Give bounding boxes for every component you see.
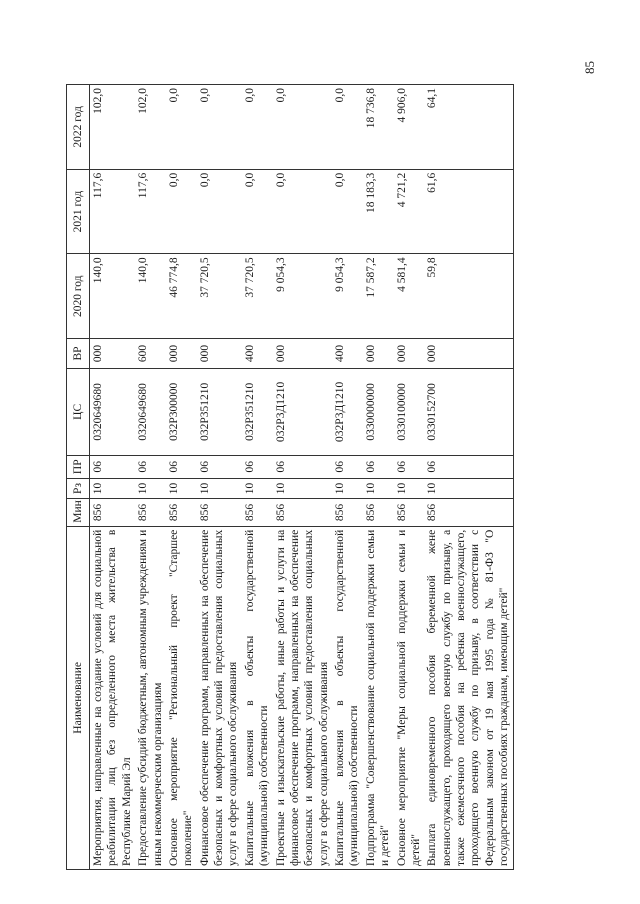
cell-2021: 0,0: [273, 169, 333, 254]
cell-cs: 0330000000: [363, 368, 394, 455]
cell-pr: 06: [424, 455, 513, 478]
cell-rz: 10: [166, 478, 197, 499]
cell-2022: 0,0: [197, 85, 242, 170]
header-2022: 2022 год: [67, 85, 90, 170]
cell-name: Выплата единовременного пособия беременной жене военнослужащего, проходящего военную службу по призыву, а также ежемесячного пособия на ребенка военнослужащего, проходящего военную службу по призыву, в соответствии с Федеральным законом от 19 мая 1995 года № 81-ФЗ "О государственных пособиях гражданам, имеющим детей": [424, 526, 513, 869]
cell-min: 856: [424, 499, 513, 526]
cell-rz: 10: [394, 478, 425, 499]
cell-pr: 06: [273, 455, 333, 478]
cell-name: Капитальные вложения в объекты государственной (муниципальной) собственности: [242, 526, 273, 869]
cell-2022: 64,1: [424, 85, 513, 170]
cell-2020: 37 720,5: [197, 254, 242, 339]
table-row: [242, 85, 273, 870]
header-name: Наименование: [67, 526, 90, 869]
cell-rz: 10: [90, 478, 136, 499]
header-2020: 2020 год: [67, 254, 90, 339]
table-row: [332, 85, 363, 870]
table-row: [363, 85, 394, 870]
cell-2021: 4 721,2: [394, 169, 425, 254]
cell-name: Основное мероприятие "Меры социальной поддержки семьи и детей": [394, 526, 425, 869]
cell-2020: 37 720,5: [242, 254, 273, 339]
cell-2020: 4 581,4: [394, 254, 425, 339]
table-row: [424, 85, 513, 870]
cell-name: Финансовое обеспечение программ, направленных на обеспечение безопасных и комфортных условий предоставления социальных услуг в сфере социального обслуживания: [197, 526, 242, 869]
cell-name: Основное мероприятие "Региональный проект "Старшее поколение": [166, 526, 197, 869]
table-row: [90, 85, 136, 870]
cell-2021: 117,6: [90, 169, 136, 254]
page-number: 85: [582, 61, 597, 74]
cell-pr: 06: [166, 455, 197, 478]
cell-min: 856: [363, 499, 394, 526]
table-row: [166, 85, 197, 870]
cell-min: 856: [197, 499, 242, 526]
header-cs: ЦС: [67, 368, 90, 455]
cell-2021: 0,0: [166, 169, 197, 254]
budget-table: [66, 84, 514, 870]
cell-name: Предоставление субсидий бюджетным, автономным учреждениям и иным некоммерческим организациям: [135, 526, 166, 869]
table-header-row: [67, 85, 90, 870]
header-2021: 2021 год: [67, 169, 90, 254]
cell-rz: 10: [197, 478, 242, 499]
header-min: Мин: [67, 499, 90, 526]
cell-cs: 032P351210: [242, 368, 273, 455]
cell-2022: 0,0: [242, 85, 273, 170]
cell-2022: 18 736,8: [363, 85, 394, 170]
cell-vr: 000: [363, 339, 394, 369]
cell-2022: 102,0: [135, 85, 166, 170]
cell-rz: 10: [424, 478, 513, 499]
cell-2021: 0,0: [242, 169, 273, 254]
cell-vr: 000: [90, 339, 136, 369]
cell-cs: 0320649680: [90, 368, 136, 455]
cell-cs: 0320649680: [135, 368, 166, 455]
cell-pr: 06: [332, 455, 363, 478]
cell-2022: 102,0: [90, 85, 136, 170]
table-row: [394, 85, 425, 870]
cell-2020: 59,8: [424, 254, 513, 339]
cell-2020: 9 054,3: [273, 254, 333, 339]
table-row: [135, 85, 166, 870]
cell-rz: 10: [363, 478, 394, 499]
cell-cs: 032P3Д1210: [273, 368, 333, 455]
cell-pr: 06: [135, 455, 166, 478]
cell-min: 856: [394, 499, 425, 526]
cell-2022: 0,0: [166, 85, 197, 170]
cell-2022: 0,0: [332, 85, 363, 170]
cell-2021: 61,6: [424, 169, 513, 254]
cell-2022: 4 906,0: [394, 85, 425, 170]
cell-vr: 400: [242, 339, 273, 369]
cell-min: 856: [332, 499, 363, 526]
cell-cs: 032P351210: [197, 368, 242, 455]
cell-2021: 18 183,3: [363, 169, 394, 254]
cell-vr: 000: [197, 339, 242, 369]
cell-min: 856: [90, 499, 136, 526]
cell-name: Проектные и изыскательские работы, иные работы и услуги на финансовое обеспечение программ, направленных на обеспечение безопасных и комфортных условий предоставления социальных услуг в сфере социального обслуживания: [273, 526, 333, 869]
cell-cs: 0330100000: [394, 368, 425, 455]
cell-2020: 9 054,3: [332, 254, 363, 339]
table-row: [273, 85, 333, 870]
table-body: [90, 85, 514, 870]
cell-vr: 000: [394, 339, 425, 369]
header-vr: ВР: [67, 339, 90, 369]
cell-2020: 140,0: [90, 254, 136, 339]
header-rz: Рз: [67, 478, 90, 499]
cell-2022: 0,0: [273, 85, 333, 170]
cell-name: Подпрограмма "Совершенствование социальной поддержки семьи и детей": [363, 526, 394, 869]
cell-cs: 032P300000: [166, 368, 197, 455]
cell-min: 856: [273, 499, 333, 526]
cell-pr: 06: [363, 455, 394, 478]
cell-pr: 06: [394, 455, 425, 478]
cell-pr: 06: [242, 455, 273, 478]
cell-rz: 10: [135, 478, 166, 499]
cell-pr: 06: [90, 455, 136, 478]
cell-vr: 000: [166, 339, 197, 369]
cell-rz: 10: [332, 478, 363, 499]
cell-vr: 600: [135, 339, 166, 369]
cell-vr: 000: [424, 339, 513, 369]
cell-2021: 117,6: [135, 169, 166, 254]
cell-2021: 0,0: [332, 169, 363, 254]
cell-pr: 06: [197, 455, 242, 478]
rotated-sheet: [66, 84, 566, 870]
cell-2021: 0,0: [197, 169, 242, 254]
cell-rz: 10: [242, 478, 273, 499]
cell-2020: 46 774,8: [166, 254, 197, 339]
cell-name: Капитальные вложения в объекты государственной (муниципальной) собственности: [332, 526, 363, 869]
cell-min: 856: [242, 499, 273, 526]
cell-rz: 10: [273, 478, 333, 499]
cell-cs: 032P3Д1210: [332, 368, 363, 455]
cell-min: 856: [166, 499, 197, 526]
cell-2020: 17 587,2: [363, 254, 394, 339]
cell-vr: 400: [332, 339, 363, 369]
cell-cs: 0330152700: [424, 368, 513, 455]
cell-min: 856: [135, 499, 166, 526]
cell-2020: 140,0: [135, 254, 166, 339]
header-pr: ПР: [67, 455, 90, 478]
cell-name: Мероприятия, направленные на создание условий для социальной реабилитации лиц без определенного места жительства в Республике Марий Эл: [90, 526, 136, 869]
table-row: [197, 85, 242, 870]
cell-vr: 000: [273, 339, 333, 369]
